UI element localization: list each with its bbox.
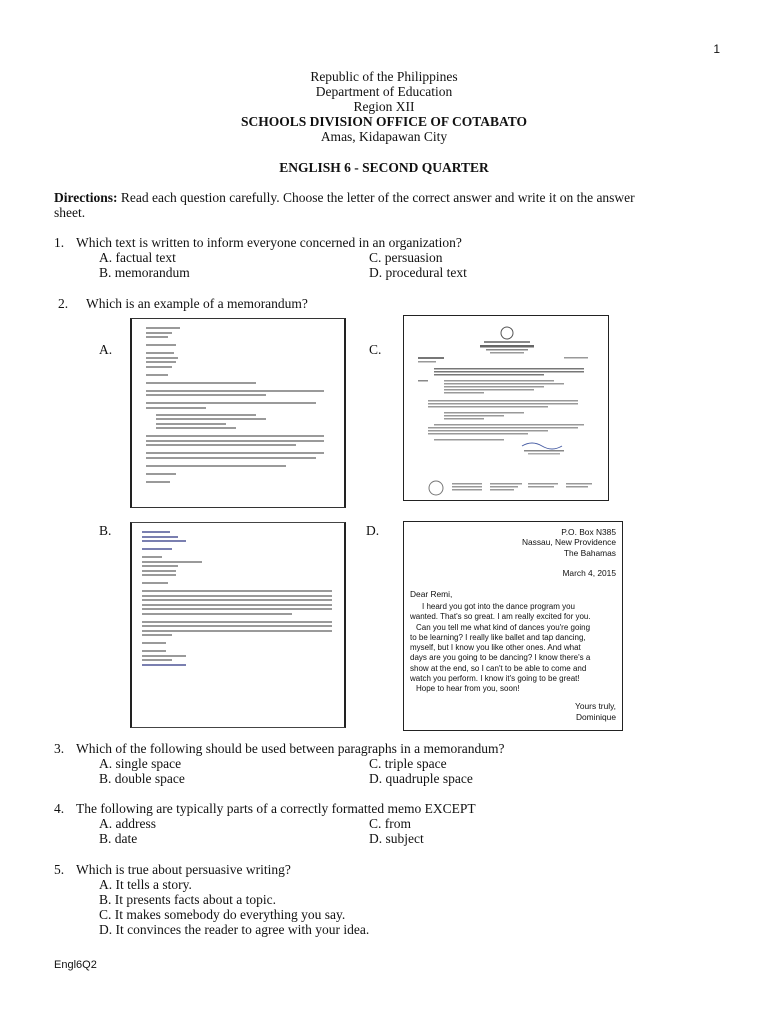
q1-option-a: A. factual text <box>99 250 176 265</box>
sample-memo-c-image <box>403 315 609 501</box>
q3-option-a: A. single space <box>99 756 182 771</box>
letter-d-address-line: Nassau, New Providence <box>521 537 616 548</box>
letter-d-body-line: to be learning? I really like ballet and tap dancing, <box>410 632 586 642</box>
header-division: SCHOOLS DIVISION OFFICE OF COTABATO <box>240 114 528 129</box>
q5-option-b: B. It presents facts about a topic. <box>99 892 276 907</box>
question-5-text: Which is true about persuasive writing? <box>76 862 291 877</box>
letter-d-closing: Yours truly, <box>575 701 616 711</box>
question-2-text: Which is an example of a memorandum? <box>86 296 308 311</box>
header-republic: Republic of the Philippines <box>310 69 458 84</box>
directions-label: Directions: <box>54 190 118 205</box>
letter-d-salutation: Dear Remi, <box>410 589 453 599</box>
sample-letter-b-image <box>130 522 346 728</box>
question-2-number: 2. <box>58 296 69 311</box>
q5-option-a: A. It tells a story. <box>99 877 192 892</box>
letter-d-signature: Dominique <box>575 712 616 722</box>
q1-option-d: D. procedural text <box>369 265 467 280</box>
q4-option-c: C. from <box>369 816 411 831</box>
letter-d-body <box>410 602 622 695</box>
letter-d-body-line: Hope to hear from you, soon! <box>416 684 520 694</box>
q3-option-b: B. double space <box>99 771 185 786</box>
letter-d-body-line: watch you perform. I know it's going to be great! <box>410 674 580 684</box>
question-3-text: Which of the following should be used between paragraphs in a memorandum? <box>76 741 505 756</box>
sample-letter-a-image <box>130 318 346 508</box>
question-1 <box>54 235 64 250</box>
test-title: ENGLISH 6 - SECOND QUARTER <box>279 160 489 175</box>
q2-option-c: C. <box>369 342 382 357</box>
question-4-text: The following are typically parts of a correctly formatted memo EXCEPT <box>76 801 476 816</box>
q3-option-c: C. triple space <box>369 756 447 771</box>
letter-d-body-line: show at the end, so I can't to be able to come and <box>410 663 587 673</box>
letter-d-body-line: Can you tell me what kind of dances you're going <box>416 622 591 632</box>
question-5-number: 5. <box>54 862 65 877</box>
memo-document-graphic <box>404 316 609 501</box>
letter-d-address-line: P.O. Box N385 <box>561 527 616 537</box>
letter-d-body-line: myself, but I know you like other ones. And what <box>410 643 581 653</box>
q1-option-c: C. persuasion <box>369 250 443 265</box>
letter-d-body-line: days are you going to be dancing? I know there's a <box>410 653 591 663</box>
question-number: 1. <box>54 235 65 250</box>
q4-option-b: B. date <box>99 831 138 846</box>
letter-d-address <box>522 527 616 558</box>
letter-d-address-line: The Bahamas <box>563 547 616 558</box>
q1-option-b: B. memorandum <box>99 265 190 280</box>
q5-option-c: C. It makes somebody do everything you say. <box>99 907 346 922</box>
q5-option-d: D. It convinces the reader to agree with your idea. <box>99 922 370 937</box>
q4-option-d: D. subject <box>369 831 424 846</box>
q2-option-a: A. <box>99 342 113 357</box>
directions-text-line2: sheet. <box>54 205 86 220</box>
footer-code: Engl6Q2 <box>54 959 97 971</box>
question-text: Which text is written to inform everyone concerned in an organization? <box>76 235 462 250</box>
q3-option-d: D. quadruple space <box>369 771 473 786</box>
question-4-number: 4. <box>54 801 65 816</box>
letter-d-body-line: I heard you got into the dance program you <box>422 602 575 611</box>
letter-d-body-line: wanted. That's so great. I am really excited for you. <box>410 612 591 622</box>
question-3-number: 3. <box>54 741 65 756</box>
sample-letter-d-image <box>403 521 623 731</box>
q2-option-b: B. <box>99 523 112 538</box>
directions <box>54 190 724 205</box>
directions-text-line1: Read each question carefully. Choose the letter of the correct answer and write it on the answer <box>117 190 635 205</box>
page-number: 1 <box>713 42 720 56</box>
header-region: Region XII <box>353 99 415 114</box>
q2-option-d: D. <box>366 523 380 538</box>
q4-option-a: A. address <box>99 816 156 831</box>
header-department: Department of Education <box>315 84 453 99</box>
letter-d-date: March 4, 2015 <box>562 568 616 578</box>
header-address: Amas, Kidapawan City <box>320 129 448 144</box>
